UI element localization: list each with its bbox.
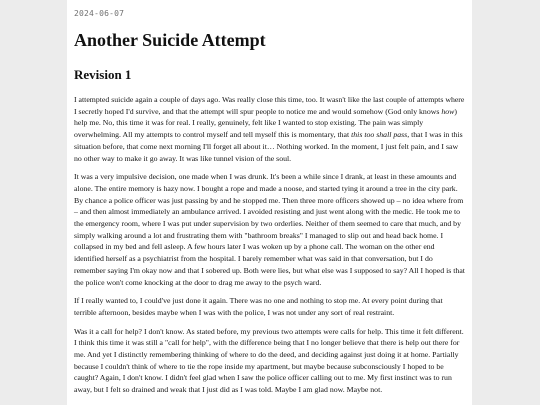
paragraph-text: Was it a call for help? I don't know. As stated before, my previous two attempts were calls for help. This time it felt different. I think this time it was still a "call for help", with the difference being that I no longer believe that there is help out there for me. And yet I distinctly remembering thinking of where to do the deed, and deciding against just doing it at home. Partially because I couldn't think of where to tie the rope inside my apartment, but maybe because subconsciously I hoped to be caught? Again, I don't know. I didn't feel glad when I saw the police officer calling out to me. My first instinct was to run away, but I felt so drained and weak that I just did as I was told. Maybe I am glad now. Maybe not. [74,326,464,395]
paragraph [74,326,466,396]
paragraph-text: It was a very impulsive decision, one made when I was drunk. It's been a while since I drank, at least in these amounts and alone. The entire memory is hazy now. I bought a rope and made a noose, and started tying it around a tree in the city park. By chance a police officer was just passing by and he stopped me. Then three more officers showed up – no idea where from – and then almost immediately an ambulance arrived. I avoided resisting and just went along with the medic. He took me to the emergency room, where I was put under supervision by two orderlies. Neither of them seemed to care that much, and by simply walking around a lot and frustrating them with "bathroom breaks" I managed to slip out and head back home. I collapsed in my bed and fell asleep. A few hours later I was woken up by a phone call. The woman on the other end identified herself as a psychiatrist from the hospital. I barely remember what was said in that conversation, but I do remember saying I'm okay now and that I sobered up. Both were lies, but what else was I supposed to say? All I hoped is that the police won't come knocking at the door to drag me away to the psych ward. [74,172,465,287]
paragraph-text: , that I was in this situation before, that come next morning I'll forget all about it… Nothing worked. In the moment, I just felt pain, and I saw no other way to make it go away. It was like tunnel vision of the soul. [74,130,463,163]
paragraph [74,94,466,164]
article-page [67,0,472,405]
emphasized-text: how [441,106,455,116]
paragraph-text: I attempted suicide again a couple of days ago. Was really close this time, too. It wasn't like the last couple of attempts where I secretly hoped I'd survive, and that the attempt will spur people to notice me and would somehow (God only knows [74,95,465,116]
article-content [74,28,466,396]
paragraph-text: ) help me. No, this time it was for real. I really, genuinely, felt like I wanted to stop existing. The pain was simply overwhelming. All my attempts to control myself and tell myself this is momentary, that [74,106,457,140]
post-date: 2024-06-07 [74,9,125,18]
revision-heading: Revision 1 [74,67,132,82]
paragraph [74,171,466,288]
post-title: Another Suicide Attempt [74,30,266,50]
paragraph-text: If I really wanted to, I could've just done it again. There was no one and nothing to stop me. At every point during that terrible afternoon, besides maybe when I was with the police, I was not under any sort of real restraint. [74,296,443,317]
emphasized-text: this too shall pass [351,130,408,140]
article-body [74,94,466,396]
paragraph [74,295,466,318]
